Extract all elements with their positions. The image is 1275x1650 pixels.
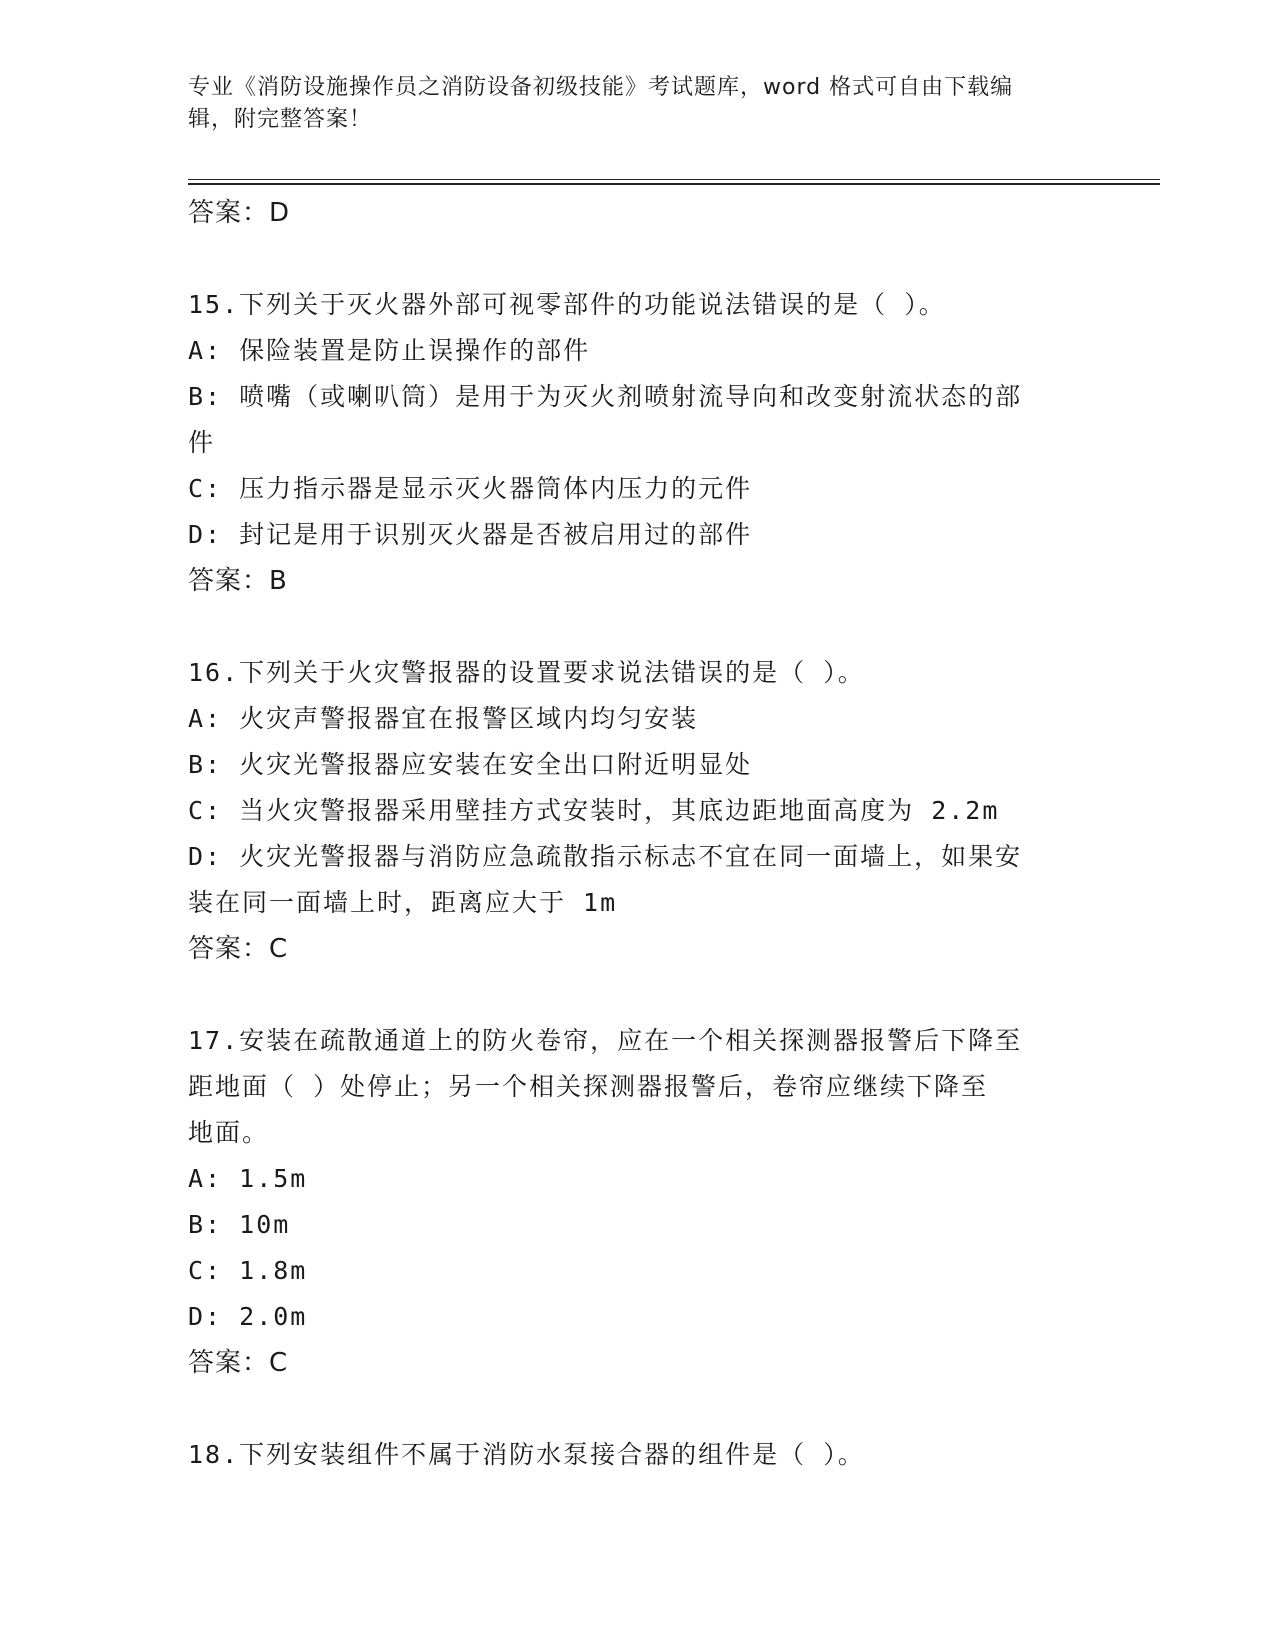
option-text: C: 1.8m bbox=[188, 1256, 308, 1285]
block-spacer bbox=[188, 604, 1088, 650]
option-text: C: 压力指示器是显示灭火器筒体内压力的元件 bbox=[188, 474, 753, 503]
answer-value: B bbox=[269, 566, 288, 596]
answer-line bbox=[188, 558, 1088, 604]
answer-value: C bbox=[269, 934, 289, 964]
question-text: 15.下列关于灭火器外部可视零部件的功能说法错误的是（ ）。 bbox=[188, 290, 946, 319]
block-spacer bbox=[188, 972, 1088, 1018]
question-block bbox=[188, 650, 1088, 1018]
option-text: B: 火灾光警报器应安装在安全出口附近明显处 bbox=[188, 750, 753, 779]
answer-value: C bbox=[269, 1348, 289, 1378]
header-line-1: 专业《消防设施操作员之消防设备初级技能》考试题库，word 格式可自由下载编 bbox=[188, 75, 1014, 100]
option-text: A: 火灾声警报器宜在报警区域内均匀安装 bbox=[188, 704, 699, 733]
question-block bbox=[188, 190, 1088, 282]
answer-prefix: 答案： bbox=[188, 934, 270, 964]
option-text: A: 保险装置是防止误操作的部件 bbox=[188, 336, 591, 365]
question-text: 18.下列安装组件不属于消防水泵接合器的组件是（ ）。 bbox=[188, 1440, 865, 1469]
question-text: 距地面（ ）处停止；另一个相关探测器报警后，卷帘应继续下降至 bbox=[188, 1072, 989, 1101]
answer-line bbox=[188, 190, 1088, 236]
question-text: 16.下列关于火灾警报器的设置要求说法错误的是（ ）。 bbox=[188, 658, 865, 687]
question-text: 17.安装在疏散通道上的防火卷帘，应在一个相关探测器报警后下降至 bbox=[188, 1026, 1023, 1055]
option-text: D: 2.0m bbox=[188, 1302, 308, 1331]
document-header bbox=[188, 72, 1068, 136]
block-spacer bbox=[188, 236, 1088, 282]
answer-prefix: 答案： bbox=[188, 198, 270, 228]
question-text: 地面。 bbox=[188, 1118, 270, 1147]
question-block bbox=[188, 282, 1088, 650]
option-text: 装在同一面墙上时，距离应大于 1m bbox=[188, 888, 618, 917]
header-divider-thin bbox=[188, 179, 1160, 180]
option-text: D: 火灾光警报器与消防应急疏散指示标志不宜在同一面墙上，如果安 bbox=[188, 842, 1023, 871]
header-divider-thick bbox=[188, 183, 1160, 185]
answer-prefix: 答案： bbox=[188, 1348, 270, 1378]
answer-line bbox=[188, 926, 1088, 972]
question-block bbox=[188, 1018, 1088, 1432]
option-text: B: 喷嘴（或喇叭筒）是用于为灭火剂喷射流导向和改变射流状态的部 bbox=[188, 382, 1023, 411]
option-text: B: 10m bbox=[188, 1210, 291, 1239]
question-list bbox=[188, 190, 1088, 1478]
option-text: D: 封记是用于识别灭火器是否被启用过的部件 bbox=[188, 520, 753, 549]
answer-line bbox=[188, 1340, 1088, 1386]
option-text: A: 1.5m bbox=[188, 1164, 308, 1193]
question-block bbox=[188, 1432, 1088, 1478]
header-line-2: 辑，附完整答案！ bbox=[188, 107, 373, 132]
block-spacer bbox=[188, 1386, 1088, 1432]
option-text: 件 bbox=[188, 428, 216, 457]
option-text: C: 当火灾警报器采用壁挂方式安装时，其底边距地面高度为 2.2m bbox=[188, 796, 1000, 825]
answer-prefix: 答案： bbox=[188, 566, 270, 596]
answer-value: D bbox=[269, 198, 291, 228]
